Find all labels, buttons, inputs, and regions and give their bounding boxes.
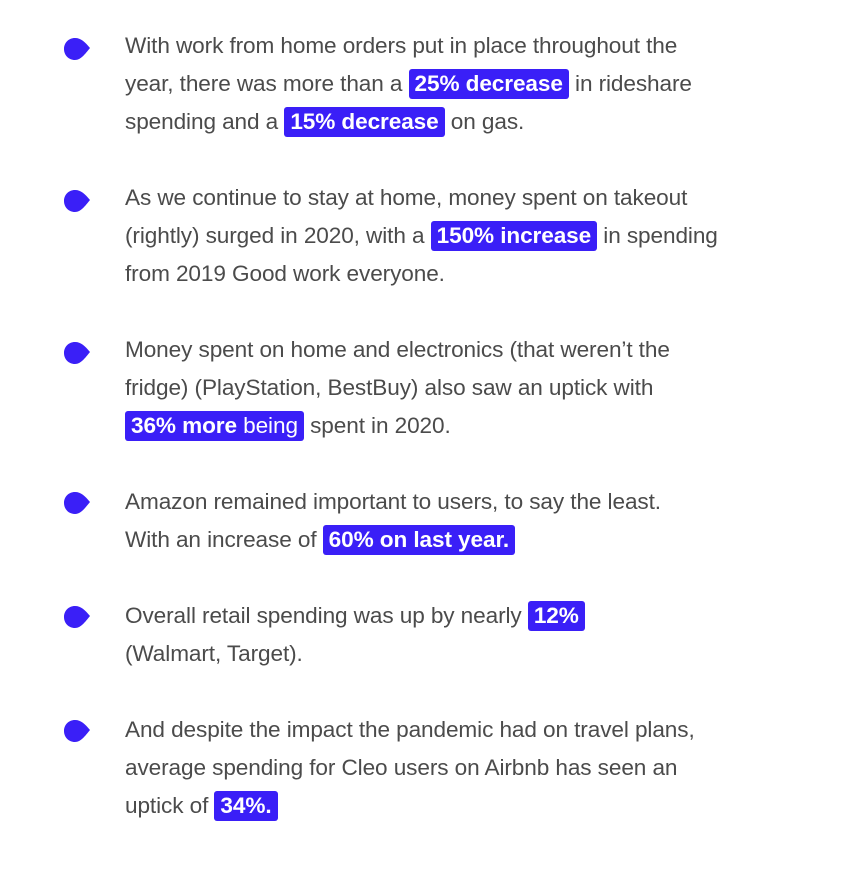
text-line (125, 483, 805, 521)
teardrop-bullet-icon (63, 189, 91, 213)
text-line (125, 749, 805, 787)
text-run: uptick of (125, 793, 215, 818)
text-line (125, 103, 805, 141)
item-text (125, 331, 805, 445)
teardrop-bullet-icon (63, 719, 91, 743)
item-text (125, 711, 805, 825)
highlight-badge (125, 411, 304, 441)
text-run: Amazon remained important to users, to say the least. (125, 489, 661, 514)
highlight-badge: 12% (528, 601, 585, 631)
text-run: fridge) (PlayStation, BestBuy) also saw an uptick with (125, 375, 654, 400)
highlight-normal-text: being (236, 413, 298, 438)
teardrop-bullet-icon (63, 37, 91, 61)
highlight-badge: 60% on last year. (323, 525, 515, 555)
text-run: Overall retail spending was up by nearly (125, 603, 528, 628)
highlight-badge: 34%. (214, 791, 277, 821)
text-line (125, 369, 805, 407)
text-run: year, there was more than a (125, 71, 409, 96)
teardrop-bullet-icon (63, 605, 91, 629)
teardrop-bullet-icon (63, 341, 91, 365)
item-text (125, 597, 805, 673)
text-run: (rightly) surged in 2020, with a (125, 223, 431, 248)
item-text (125, 483, 805, 559)
text-run: on gas. (444, 109, 525, 134)
text-line (125, 217, 805, 255)
text-line (125, 179, 805, 217)
text-line (125, 787, 805, 825)
highlight-badge: 150% increase (431, 221, 597, 251)
text-run: average spending for Cleo users on Airbnb has seen an (125, 755, 678, 780)
highlight-badge: 15% decrease (284, 107, 444, 137)
text-run: As we continue to stay at home, money spent on takeout (125, 185, 688, 210)
text-run: And despite the impact the pandemic had on travel plans, (125, 717, 695, 742)
text-run: in spending (597, 223, 718, 248)
text-run: Money spent on home and electronics (that weren’t the (125, 337, 670, 362)
text-run: from 2019 Good work everyone. (125, 261, 445, 286)
item-text (125, 179, 805, 293)
text-run: With work from home orders put in place throughout the (125, 33, 678, 58)
text-line (125, 635, 805, 673)
highlight-bold-text: 36% more (131, 413, 237, 438)
text-run: in rideshare (568, 71, 692, 96)
text-line (125, 407, 805, 445)
teardrop-bullet-icon (63, 491, 91, 515)
text-run: spending and a (125, 109, 285, 134)
text-run: With an increase of (125, 527, 323, 552)
text-line (125, 521, 805, 559)
text-run: spent in 2020. (303, 413, 451, 438)
highlight-badge: 25% decrease (409, 69, 569, 99)
item-text (125, 27, 805, 141)
text-line (125, 65, 805, 103)
text-line (125, 27, 805, 65)
text-line (125, 711, 805, 749)
text-line (125, 255, 805, 293)
text-line (125, 597, 805, 635)
text-run: (Walmart, Target). (125, 641, 303, 666)
text-line (125, 331, 805, 369)
